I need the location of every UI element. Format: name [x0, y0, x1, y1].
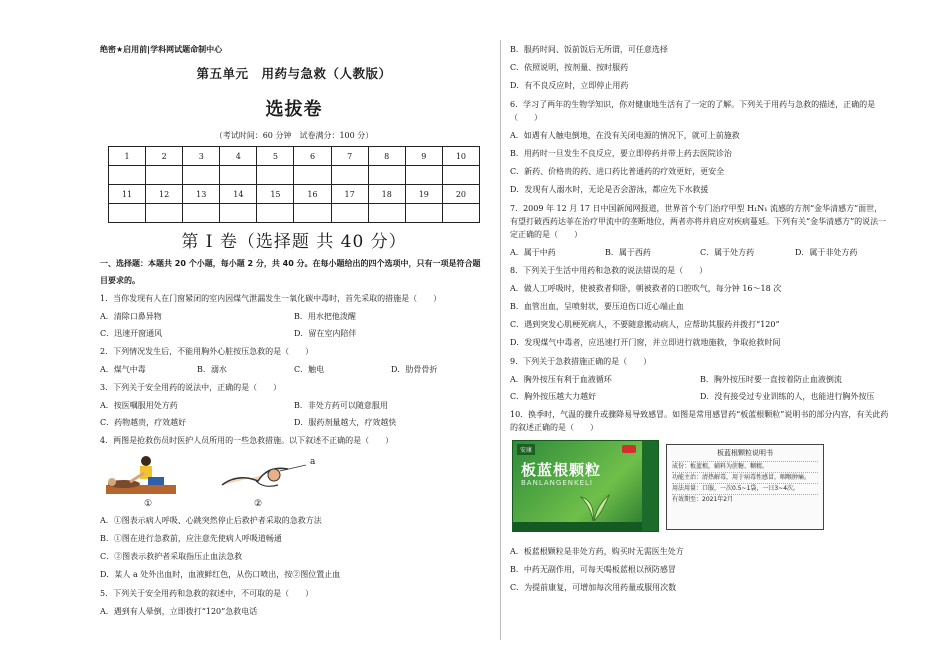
answer-number: 9	[405, 147, 442, 166]
answer-number: 5	[257, 147, 294, 166]
answer-blank-row	[109, 166, 480, 185]
question-3: 3．下列关于安全用药的说法中，正确的是（ ）	[100, 383, 282, 392]
section-instruction: 一、选择题：本题共 20 个小题，每小题 2 分，共 40 分。在每小题给出的四个选项中，只有一项是符合题目要求的。	[100, 259, 481, 285]
option-b[interactable]: B．溺水	[197, 365, 227, 374]
answer-table	[108, 146, 480, 223]
option-a[interactable]: A．板蓝根颗粒是非处方药，购买时无需医生处方	[510, 547, 684, 556]
answer-number: 19	[405, 185, 442, 204]
option-c[interactable]: C．遇到突发心肌梗死病人，不要随意搬动病人，应帮助其服药并拨打“120”	[510, 320, 780, 329]
part-title: 第 I 卷（选择题 共 40 分）	[181, 232, 407, 252]
answer-number: 7	[331, 147, 368, 166]
question-9: 9．下列关于急救措施正确的是（ ）	[510, 357, 652, 366]
question-9-options	[510, 374, 890, 402]
option-d[interactable]: D．属于非处方药	[795, 248, 858, 257]
first-aid-figures	[100, 453, 488, 511]
answer-cell[interactable]	[294, 204, 331, 223]
medicine-brand: 安康	[517, 444, 535, 455]
medicine-figure	[510, 440, 890, 540]
option-c[interactable]: C．胸外按压越大力越好	[510, 392, 597, 401]
answer-cell[interactable]	[368, 204, 405, 223]
option-a[interactable]: A．遇到有人晕倒，立即拨打“120”急救电话	[100, 607, 258, 616]
answer-number: 15	[257, 185, 294, 204]
label-line: 成份：板蓝根，辅料为蔗糖、糊精。	[672, 461, 818, 472]
option-d[interactable]: D．肋骨骨折	[391, 365, 438, 374]
answer-cell[interactable]	[109, 166, 146, 185]
answer-number: 16	[294, 185, 331, 204]
option-d[interactable]: D．服药剂量越大，疗效越快	[294, 418, 397, 427]
option-a[interactable]: A．如遇有人触电倒地，在没有关闭电源的情况下，就可上前施救	[510, 131, 740, 140]
medicine-label	[666, 444, 824, 530]
option-b[interactable]: B．非处方药可以随意服用	[294, 401, 388, 410]
answer-number: 3	[183, 147, 220, 166]
question-4: 4．两图是抢救伤员时医护人员所用的一些急救措施。以下叙述不正确的是（ ）	[100, 436, 394, 445]
option-c[interactable]: C．属于处方药	[700, 248, 755, 257]
option-b[interactable]: B．胸外按压时要一直按着防止血液倒流	[700, 375, 842, 384]
answer-cell[interactable]	[257, 166, 294, 185]
answer-number: 2	[146, 147, 183, 166]
label-line: 功能主治：清热解毒，用于病毒性感冒，咽喉肿痛。	[672, 472, 818, 483]
option-b[interactable]: B．服药时间、饭前饭后无所谓，可任意选择	[510, 45, 668, 54]
answer-number: 17	[331, 185, 368, 204]
right-column	[510, 44, 890, 600]
question-8: 8．下列关于生活中用药和急救的说法错误的是（ ）	[510, 266, 708, 275]
answer-cell[interactable]	[183, 166, 220, 185]
option-d[interactable]: D．某人 a 处外出血时，血液鲜红色，从伤口喷出，按②图位置止血	[100, 570, 341, 579]
medicine-pinyin: BANLANGENKELI	[521, 479, 593, 487]
answer-number: 18	[368, 185, 405, 204]
figure-1-label: ①	[144, 499, 153, 509]
package-footer	[513, 522, 642, 531]
option-c[interactable]: C．触电	[294, 365, 325, 374]
answer-number: 4	[220, 147, 257, 166]
answer-number: 1	[109, 147, 146, 166]
option-c[interactable]: C．为提前康复，可增加每次用药量或服用次数	[510, 583, 677, 592]
herb-leaf-icon	[573, 489, 613, 523]
option-b[interactable]: B．用药时一旦发生不良反应，要立即停药并带上药去医院诊治	[510, 149, 732, 158]
answer-cell[interactable]	[331, 204, 368, 223]
option-d[interactable]: D．留在室内陪伴	[294, 329, 357, 338]
page-title: 第五单元 用药与急救（人教版）	[196, 66, 392, 81]
option-c[interactable]: C．依照说明，按剂量、按时服药	[510, 63, 629, 72]
option-d[interactable]: D．发现有人溺水时，无论是否会游泳，都应先下水救援	[510, 185, 709, 194]
answer-cell[interactable]	[146, 204, 183, 223]
page-subtitle: 选拔卷	[265, 99, 323, 120]
answer-number: 13	[183, 185, 220, 204]
answer-blank-row	[109, 204, 480, 223]
label-line: 有效期至：2021年2月	[672, 494, 818, 505]
option-d[interactable]: D．有不良反应时，立即停止用药	[510, 81, 629, 90]
answer-cell[interactable]	[405, 166, 442, 185]
option-a[interactable]: A．胸外按压有利于血液循环	[510, 375, 612, 384]
figure-2-label: ②	[254, 499, 263, 509]
option-a[interactable]: A．属于中药	[510, 248, 556, 257]
option-d[interactable]: D．发现煤气中毒者，应迅速打开门窗，并立即进行就地施救，争取抢救时间	[510, 338, 781, 347]
answer-cell[interactable]	[257, 204, 294, 223]
option-a[interactable]: A．煤气中毒	[100, 365, 146, 374]
option-b[interactable]: B．用水把他泼醒	[294, 312, 356, 321]
question-3-options	[100, 400, 488, 428]
question-2-options	[100, 364, 488, 375]
option-c[interactable]: C．②图表示救护者采取指压止血法急救	[100, 552, 243, 561]
option-a[interactable]: A．按医嘱服用处方药	[100, 401, 178, 410]
answer-number: 6	[294, 147, 331, 166]
answer-cell[interactable]	[109, 204, 146, 223]
question-2: 2．下列情况发生后，不能用胸外心脏按压急救的是（ ）	[100, 347, 314, 356]
option-c[interactable]: C．迅速开窗通风	[100, 329, 163, 338]
package-side	[642, 441, 658, 531]
answer-cell[interactable]	[146, 166, 183, 185]
question-7-options	[510, 247, 890, 258]
otc-badge-icon	[622, 445, 636, 453]
question-1: 1．当你发现有人在门窗紧闭的室内因煤气泄漏发生一氧化碳中毒时，首先采取的措施是（ ）	[100, 294, 442, 303]
answer-cell[interactable]	[368, 166, 405, 185]
medicine-name: 板蓝根颗粒	[521, 461, 602, 479]
answer-number-row	[109, 147, 480, 166]
answer-number: 20	[442, 185, 479, 204]
answer-cell[interactable]	[220, 204, 257, 223]
question-1-options	[100, 311, 488, 339]
question-5: 5．下列关于安全用药和急救的叙述中，不可取的是（ ）	[100, 589, 314, 598]
option-d[interactable]: D．没有接受过专业训练的人，也能进行胸外按压	[700, 392, 875, 401]
option-b[interactable]: B．①图在进行急救前，应注意先使病人呼吸道畅通	[100, 534, 282, 543]
option-a[interactable]: A．做人工呼吸时，使被救者仰卧，朝被救者的口腔吹气，每分钟 16～18 次	[510, 284, 782, 293]
answer-cell[interactable]	[442, 204, 479, 223]
figure-a-label: a	[310, 457, 316, 467]
answer-number: 11	[109, 185, 146, 204]
answer-number: 14	[220, 185, 257, 204]
option-b[interactable]: B．中药无副作用，可每天喝板蓝根以预防感冒	[510, 565, 676, 574]
pressure-point-illustration	[218, 455, 308, 501]
answer-number-row	[109, 185, 480, 204]
answer-cell[interactable]	[331, 166, 368, 185]
answer-number: 10	[442, 147, 479, 166]
option-c[interactable]: C．新药、价格贵的药、进口药比普通药的疗效更好，更安全	[510, 167, 725, 176]
left-column	[100, 44, 488, 624]
answer-cell[interactable]	[405, 204, 442, 223]
exam-info: （考试时间：60 分钟 试卷满分：100 分）	[214, 131, 374, 140]
option-a[interactable]: A．清除口鼻异物	[100, 312, 162, 321]
column-divider	[500, 40, 501, 640]
label-title: 板蓝根颗粒说明书	[717, 449, 773, 457]
option-b[interactable]: B．属于西药	[605, 248, 651, 257]
option-a[interactable]: A．①图表示病人呼吸、心跳突然停止后救护者采取的急救方法	[100, 516, 322, 525]
answer-cell[interactable]	[220, 166, 257, 185]
question-7: 7．2009 年 12 月 17 日中国新闻网报道，世界首个专门治疗甲型 H₁N₁ 流感的方剂“金华清感方”面世，有望打破西药达菲在治疗甲流中的垄断地位，两者亦将并肩应对疾病蔓延。下列有关“金华清感方”的说法一定正确的是（ ）	[510, 204, 887, 239]
answer-number: 12	[146, 185, 183, 204]
option-b[interactable]: B．血管出血，呈喷射状，要压迫伤口近心端止血	[510, 302, 684, 311]
option-c[interactable]: C．药物越贵，疗效越好	[100, 418, 187, 427]
question-6: 6．学习了两年的生物学知识，你对健康地生活有了一定的了解。下列关于用药与急救的描述，正确的是（ ）	[510, 100, 876, 122]
medicine-package	[512, 440, 659, 532]
answer-cell[interactable]	[183, 204, 220, 223]
question-10: 10．换季时，气温的骤升或骤降易导致感冒。如图是常用感冒药“板蓝根颗粒”说明书的部分内容，有关此药的叙述正确的是（ ）	[510, 410, 889, 432]
answer-cell[interactable]	[294, 166, 331, 185]
answer-number: 8	[368, 147, 405, 166]
answer-cell[interactable]	[442, 166, 479, 185]
label-line: 用法用量：口服，一次0.5~1袋，一日3~4次。	[672, 483, 818, 494]
secret-mark: 绝密★启用前|学科网试题命制中心	[100, 45, 223, 54]
